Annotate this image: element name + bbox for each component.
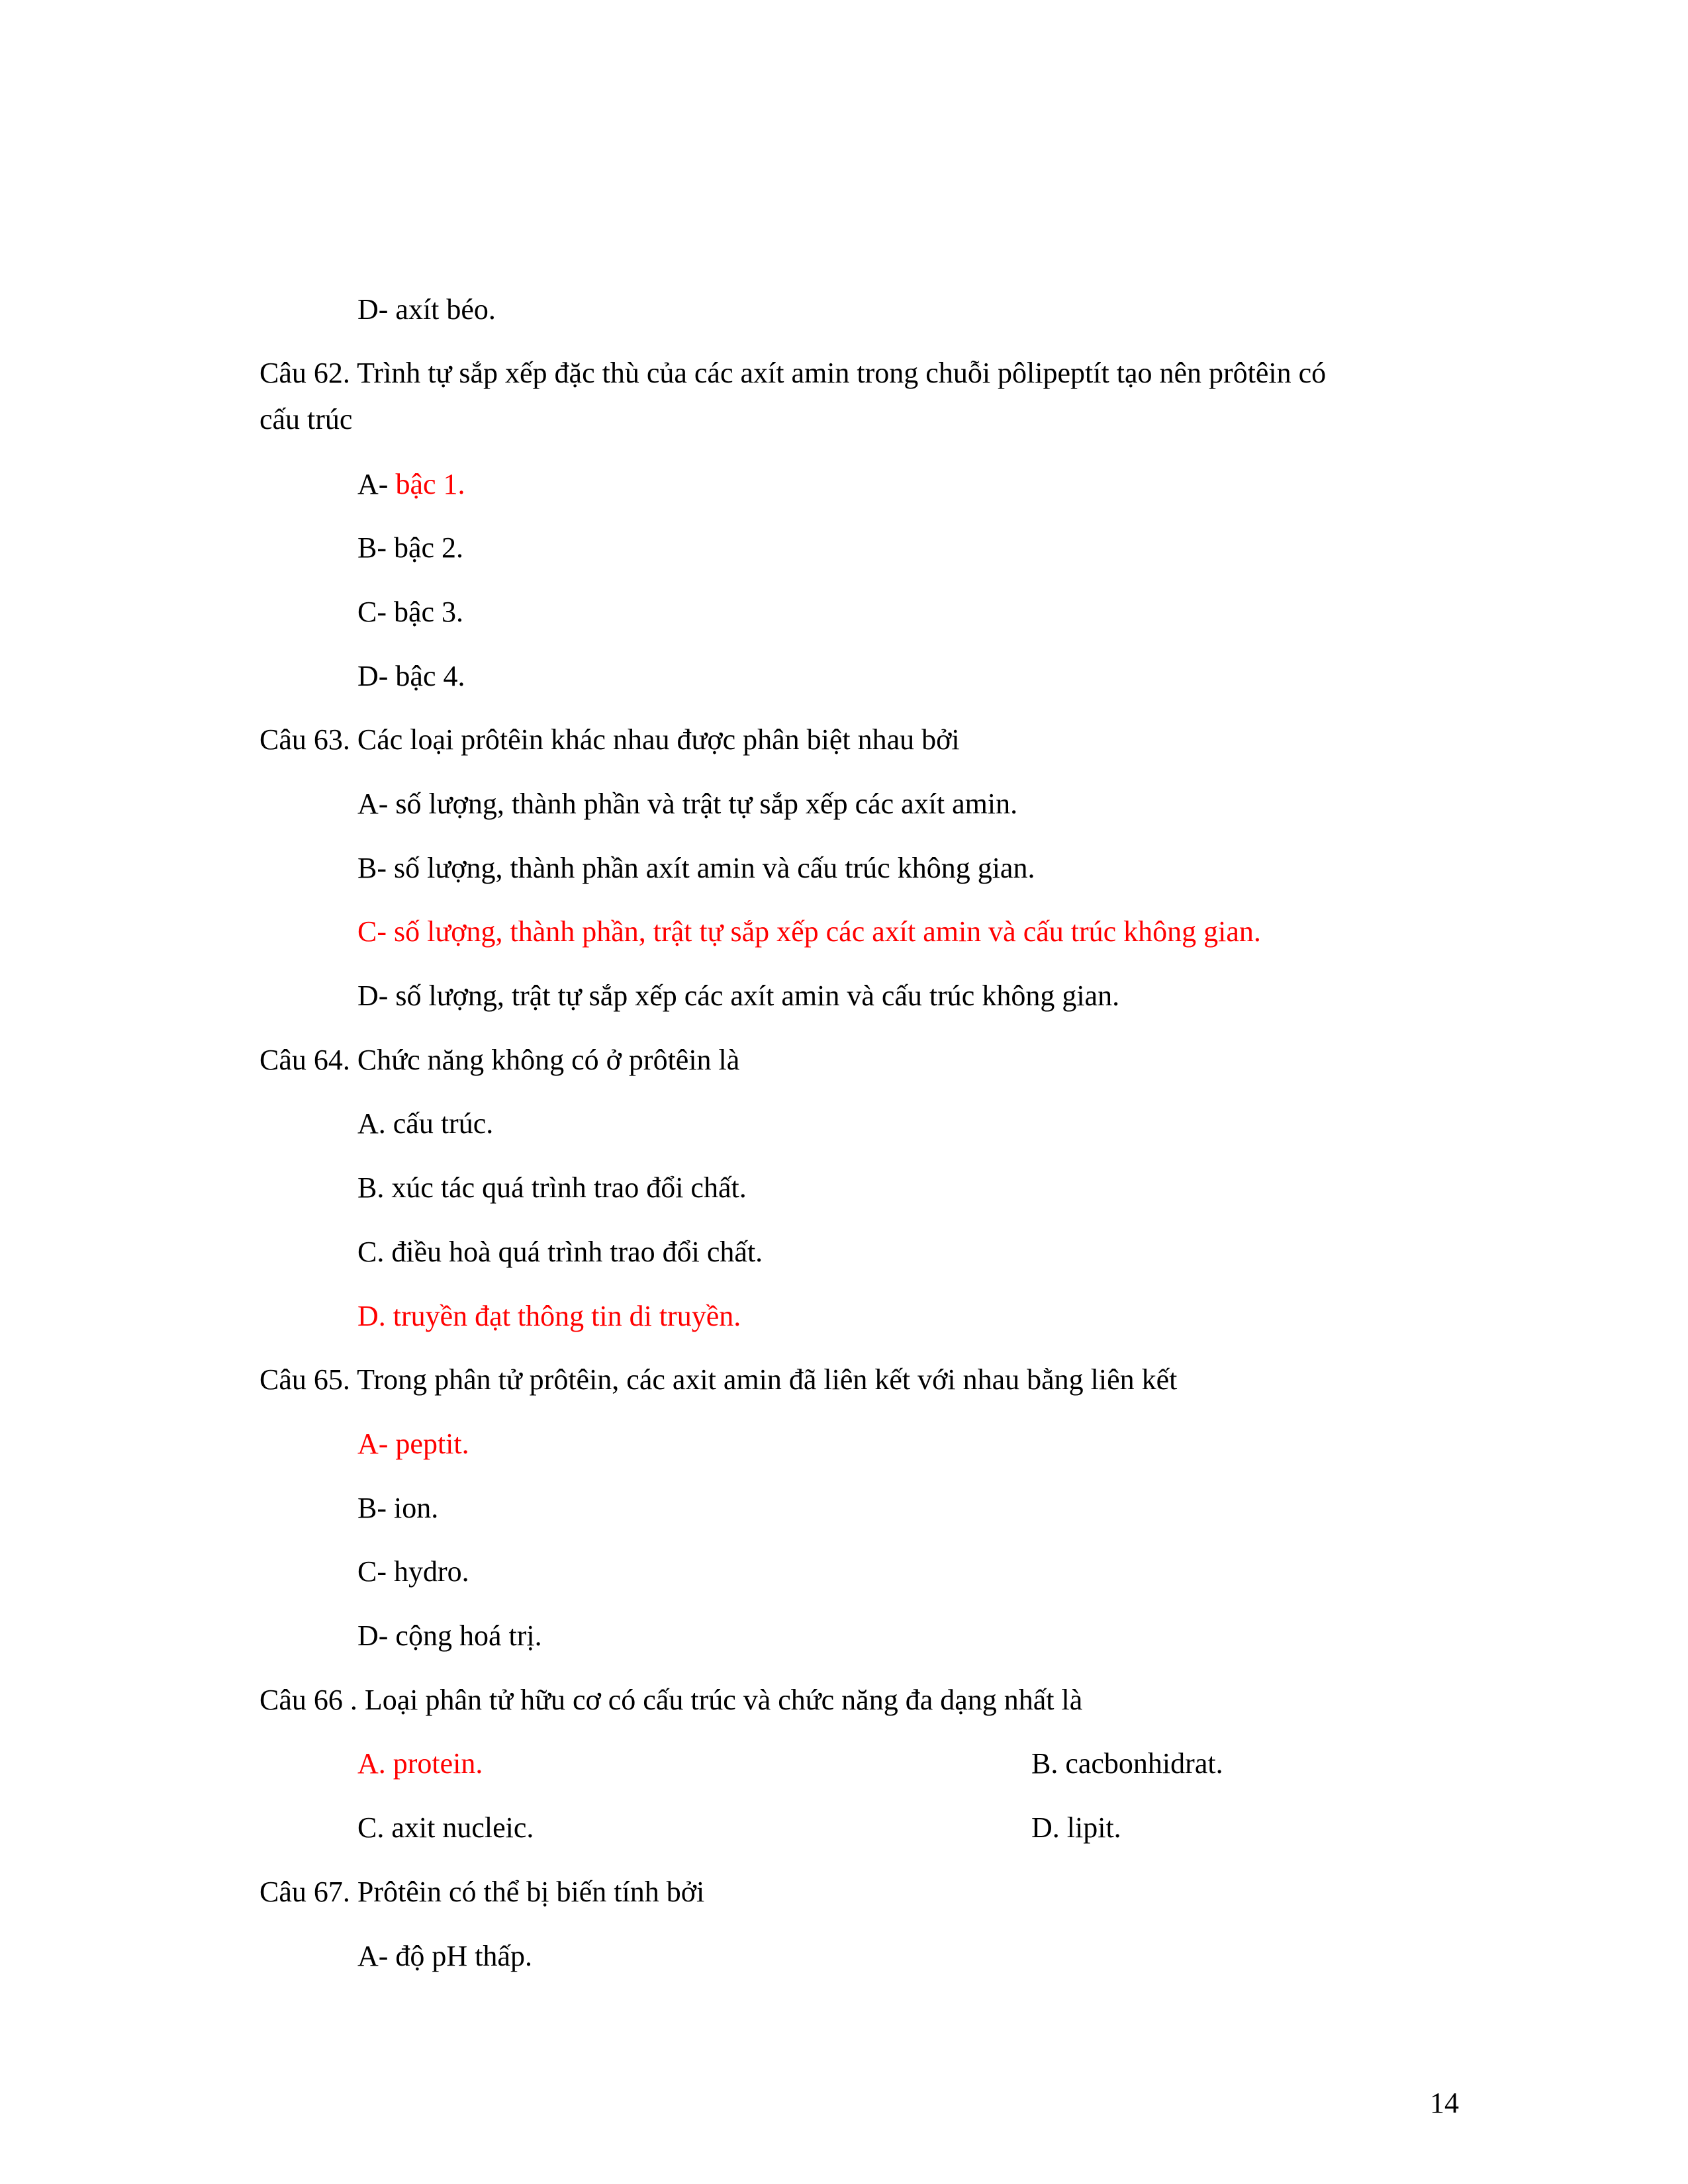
page-number: 14: [1430, 2087, 1459, 2119]
q65-option-d: D- cộng hoá trị.: [357, 1619, 542, 1652]
q62-stem-line1: Câu 62. Trình tự sắp xếp đặc thù của các axít amin trong chuỗi pôlipeptít tạo nên prôtêin có: [259, 357, 1327, 389]
q61-option-d: D- axít béo.: [357, 293, 496, 326]
q66-option-c: C. axit nucleic.: [357, 1811, 534, 1844]
q66-option-d: D. lipit.: [1031, 1811, 1121, 1844]
q66-option-a-answer: A. protein.: [357, 1747, 483, 1780]
q64-option-b: B. xúc tác quá trình trao đổi chất.: [357, 1171, 747, 1204]
q63-option-b: B- số lượng, thành phần axít amin và cấu trúc không gian.: [357, 852, 1035, 884]
q62-option-a: [357, 466, 465, 503]
q67-option-a: A- độ pH thấp.: [357, 1940, 532, 1972]
q64-option-a: A. cấu trúc.: [357, 1107, 494, 1140]
q63-option-a: A- số lượng, thành phần và trật tự sắp xếp các axít amin.: [357, 788, 1018, 820]
q67-stem: Câu 67. Prôtêin có thể bị biến tính bởi: [259, 1876, 705, 1908]
q64-option-c: C. điều hoà quá trình trao đổi chất.: [357, 1236, 763, 1268]
q62-stem-line2: cấu trúc: [259, 403, 353, 435]
q65-option-a-answer: A- peptit.: [357, 1428, 469, 1460]
q62-option-c: C- bậc 3.: [357, 596, 464, 628]
q66-option-b: B. cacbonhidrat.: [1031, 1747, 1223, 1780]
q63-stem: Câu 63. Các loại prôtêin khác nhau được phân biệt nhau bởi: [259, 723, 960, 756]
q64-stem: Câu 64. Chức năng không có ở prôtêin là: [259, 1044, 740, 1076]
q64-option-d-answer: D. truyền đạt thông tin di truyền.: [357, 1300, 741, 1332]
q63-option-c-answer: C- số lượng, thành phần, trật tự sắp xếp các axít amin và cấu trúc không gian.: [357, 915, 1261, 948]
q62-option-a-answer: bậc 1.: [395, 468, 465, 500]
q66-stem: Câu 66 . Loại phân tử hữu cơ có cấu trúc và chức năng đa dạng nhất là: [259, 1684, 1083, 1716]
q65-stem: Câu 65. Trong phân tử prôtêin, các axit amin đã liên kết với nhau bằng liên kết: [259, 1363, 1178, 1396]
q62-option-b: B- bậc 2.: [357, 531, 464, 564]
q63-option-d: D- số lượng, trật tự sắp xếp các axít amin và cấu trúc không gian.: [357, 979, 1120, 1012]
q62-option-d: D- bậc 4.: [357, 660, 465, 692]
q62-option-a-prefix: A-: [357, 468, 396, 500]
q65-option-b: B- ion.: [357, 1492, 439, 1524]
q65-option-c: C- hydro.: [357, 1555, 469, 1588]
